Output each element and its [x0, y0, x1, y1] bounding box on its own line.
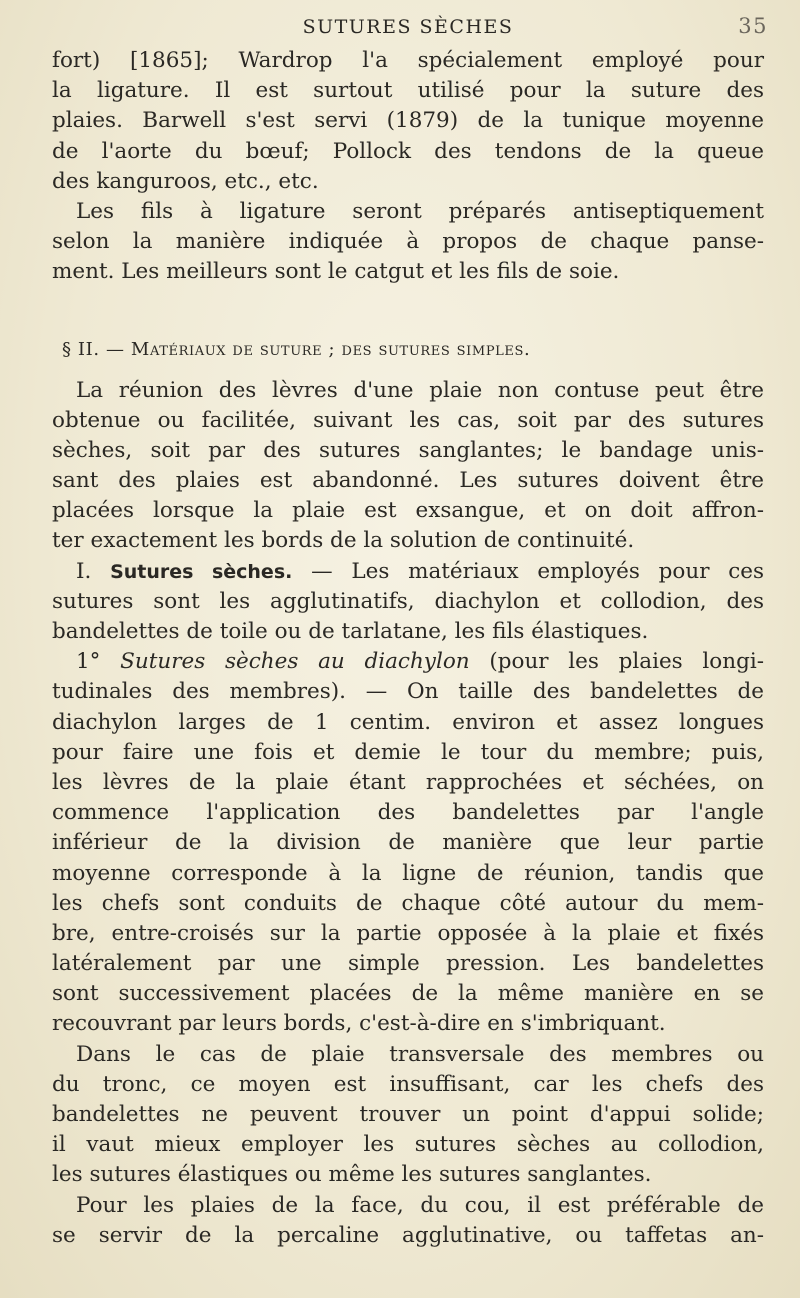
text-line: la ligature. Il est surtout utilisé pour la suture des: [52, 78, 764, 104]
text-line: ter exactement les bords de la solution de continuité.: [52, 528, 635, 554]
paragraph-face-wounds: [52, 1191, 764, 1251]
text-line: pour faire une fois et demie le tour du membre; puis,: [52, 739, 764, 765]
text-line: plaies. Barwell s'est servi (1879) de la tunique moyenne: [52, 108, 764, 134]
text-line: Les fils à ligature seront préparés antiseptiquement: [76, 198, 764, 224]
text-line: du tronc, ce moyen est insuffisant, car les chefs des: [52, 1071, 764, 1097]
text-line: les sutures élastiques ou même les sutures sanglantes.: [52, 1162, 652, 1188]
text-line: [52, 647, 764, 677]
section-heading-prefix: § II. —: [62, 338, 131, 360]
text-line: inférieur de la division de manière que leur partie: [52, 830, 764, 856]
subsection-line-rest: — Les matériaux employés pour ces: [311, 558, 764, 584]
book-page: [52, 10, 768, 1251]
text-line: diachylon larges de 1 centim. environ et assez longues: [52, 709, 764, 735]
text-line: obtenue ou facilitée, suivant les cas, soit par des sutures: [52, 407, 764, 433]
item-diachylon-sutures: [52, 647, 764, 1039]
text-line: placées lorsque la plaie est exsangue, et on doit affron-: [52, 498, 764, 524]
text-line: les lèvres de la plaie étant rapprochées et séchées, on: [52, 769, 764, 795]
text-line: recouvrant par leurs bords, c'est-à-dire en s'imbriquant.: [52, 1011, 666, 1037]
text-line: moyenne corresponde à la ligne de réunion, tandis que: [52, 860, 764, 886]
text-line: sont successivement placées de la même manière en se: [52, 981, 764, 1007]
subsection-dry-sutures: [52, 557, 764, 648]
paragraph-reunion: [52, 376, 764, 557]
item-number: 1°: [76, 649, 101, 675]
running-head: [52, 10, 768, 46]
item-line-rest: (pour les plaies longi-: [489, 649, 764, 675]
text-line: sutures sont les agglutinatifs, diachylon et collodion, des: [52, 588, 764, 614]
text-line: fort) [1865]; Wardrop l'a spécialement employé pour: [52, 48, 764, 73]
text-line: se servir de la percaline agglutinative, ou taffetas an-: [52, 1222, 764, 1248]
text-line: ment. Les meilleurs sont le catgut et les fils de soie.: [52, 259, 620, 285]
subsection-title: Sutures sèches.: [110, 560, 293, 583]
text-line: bre, entre-croisés sur la partie opposée à la plaie et fixés: [52, 920, 764, 946]
text-line: Pour les plaies de la face, du cou, il est préférable de: [76, 1192, 764, 1218]
text-line: tudinales des membres). — On taille des bandelettes de: [52, 679, 764, 705]
paragraph-ligature-materials: [52, 46, 764, 197]
text-line: commence l'application des bandelettes par l'angle: [52, 800, 764, 826]
text-line: sèches, soit par des sutures sanglantes; le bandage unis-: [52, 437, 764, 463]
text-line: des kanguroos, etc., etc.: [52, 168, 319, 194]
text-line: sant des plaies est abandonné. Les sutures doivent être: [52, 468, 764, 494]
section-heading: [52, 336, 764, 364]
text-line: selon la manière indiquée à propos de chaque panse-: [52, 229, 764, 255]
running-head-title: SUTURES SÈCHES: [302, 16, 514, 38]
page-number: 35: [738, 14, 768, 38]
subsection-number: I.: [76, 558, 92, 584]
text-line: bandelettes de toile ou de tarlatane, les fils élastiques.: [52, 619, 649, 644]
text-line: [52, 557, 764, 587]
paragraph-ligature-threads: [52, 197, 764, 288]
text-line: Dans le cas de plaie transversale des membres ou: [76, 1041, 764, 1067]
section-heading-title: Matériaux de suture ; des sutures simples.: [130, 338, 531, 360]
text-line: il vaut mieux employer les sutures sèches au collodion,: [52, 1132, 764, 1158]
text-line: latéralement par une simple pression. Les bandelettes: [52, 951, 764, 977]
text-line: de l'aorte du bœuf; Pollock des tendons de la queue: [52, 138, 764, 164]
item-title: Sutures sèches au diachylon: [120, 649, 470, 675]
text-line: La réunion des lèvres d'une plaie non contuse peut être: [76, 377, 764, 403]
text-line: bandelettes ne peuvent trouver un point d'appui solide;: [52, 1102, 764, 1127]
text-line: les chefs sont conduits de chaque côté autour du mem-: [52, 890, 764, 916]
paragraph-transverse-wounds: [52, 1040, 764, 1191]
